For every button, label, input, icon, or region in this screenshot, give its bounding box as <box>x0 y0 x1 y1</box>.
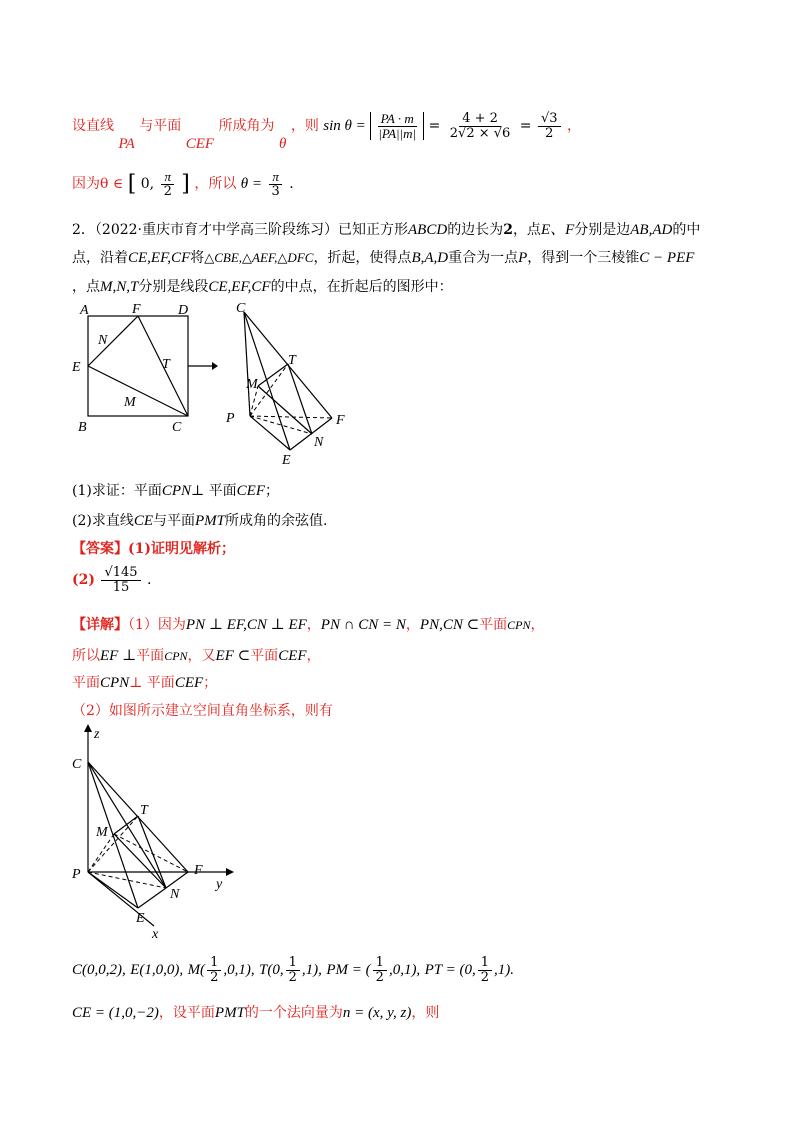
fig3-label-t: T <box>140 803 148 818</box>
fig3-label-x: x <box>152 927 159 940</box>
detail-line-1: 【详解】（1）因为PN ⊥ EF,CN ⊥ EF，PN ∩ CN = N，PN,CN ⊂平面CPN， <box>72 617 545 633</box>
solution-line-2: 因为θ ∈ [ 0, $\frac{\pi}{2}$ ] ，所以 θ = $\frac{\pi}{3}$ . <box>72 169 294 199</box>
fig1-label-d: D <box>178 303 189 318</box>
fig1-label-a: A <box>80 303 89 318</box>
fig1-label-n: N <box>98 333 108 348</box>
coords-line: C(0,0,2), E(1,0,0), M( $\frac{1}{2}$ ,0,1), T(0, $\frac{1}{2}$ ,1), PM = ( $\frac{1}{2}$ ,0,1), PT = (0, $\frac{1}{2}$ ,1). <box>72 955 515 985</box>
fig3-label-y: y <box>216 877 223 892</box>
fig1-label-t: T <box>162 357 170 372</box>
detail-line-4: （2）如图所示建立空间直角坐标系，则有 <box>72 703 333 719</box>
solution-line-1: 设直线 PA 与平面 CEF 所成角为 θ ，则 sin θ = $\frac{PA \cdot m}{|PA||m|}$ = $\frac{4 + 2}{2√2 \times √6}$ = $\frac{√3}{2}$ ， <box>72 111 581 153</box>
fig3-label-p: P <box>72 867 81 882</box>
fig3-label-f: F <box>194 863 203 878</box>
problem-line-2: 点，沿着CE,EF,CF将△CBE,△AEF,△DFC，折起，使得点B,A,D重合为一点P，得到一个三棱锥C − PEF <box>72 250 695 266</box>
sin-theta: sin θ = <box>323 118 366 135</box>
figure-square <box>66 298 226 446</box>
fig1-label-c: C <box>172 420 182 435</box>
figure-coordinate-system <box>66 722 246 940</box>
formula-frac-1: $\frac{PA \cdot m}{|PA||m|}$ <box>378 111 417 141</box>
question-1: (1)求证：平面CPN⊥ 平面CEF； <box>72 483 279 499</box>
fig1-label-e: E <box>72 360 81 375</box>
fig1-label-b: B <box>78 420 87 435</box>
var-theta: θ <box>279 136 287 153</box>
formula-frac-3: $\frac{√3}{2}$ <box>538 112 561 140</box>
var-pa: PA <box>118 136 135 153</box>
question-2: (2)求直线CE与平面PMT所成角的余弦值. <box>72 513 328 529</box>
answer-line-2: (2) $\frac{√145}{15}$ . <box>72 565 152 595</box>
arrow-icon <box>188 360 218 372</box>
fig3-label-m: M <box>96 825 108 840</box>
fig1-label-m: M <box>124 395 136 410</box>
formula-frac-2: $\frac{4 + 2}{2√2 \times √6}$ <box>449 111 511 141</box>
fig2-label-c: C <box>236 301 246 316</box>
fig2-label-m: M <box>246 377 258 392</box>
answer-line-1: 【答案】(1)证明见解析； <box>72 541 235 557</box>
fig2-label-e: E <box>282 453 291 468</box>
detail-line-2: 所以EF ⊥平面CPN，又EF ⊂平面CEF， <box>72 648 321 664</box>
fig1-label-f: F <box>132 302 141 317</box>
fig2-label-p: P <box>226 411 235 426</box>
fig3-label-e: E <box>136 911 145 926</box>
problem-line-1: 2．（2022·重庆市育才中学高三阶段练习）已知正方形ABCD的边长为2，点E、F分别是边AB,AD的中 <box>72 222 701 238</box>
fig2-label-t: T <box>288 353 296 368</box>
var-cef: CEF <box>185 136 215 153</box>
fig3-label-c: C <box>72 757 82 772</box>
detail-line-3: 平面CPN⊥ 平面CEF； <box>72 675 218 691</box>
normal-vector-line: CE = (1,0,−2)，设平面PMT的一个法向量为n = (x, y, z)，则 <box>72 1005 440 1021</box>
fig3-label-n: N <box>170 887 180 902</box>
fig2-label-n: N <box>314 435 324 450</box>
figure-tetrahedron <box>222 298 362 468</box>
fig3-label-z: z <box>94 727 100 742</box>
fig2-label-f: F <box>336 413 345 428</box>
problem-line-3: ，点M,N,T分别是线段CE,EF,CF的中点，在折起后的图形中： <box>72 279 453 295</box>
